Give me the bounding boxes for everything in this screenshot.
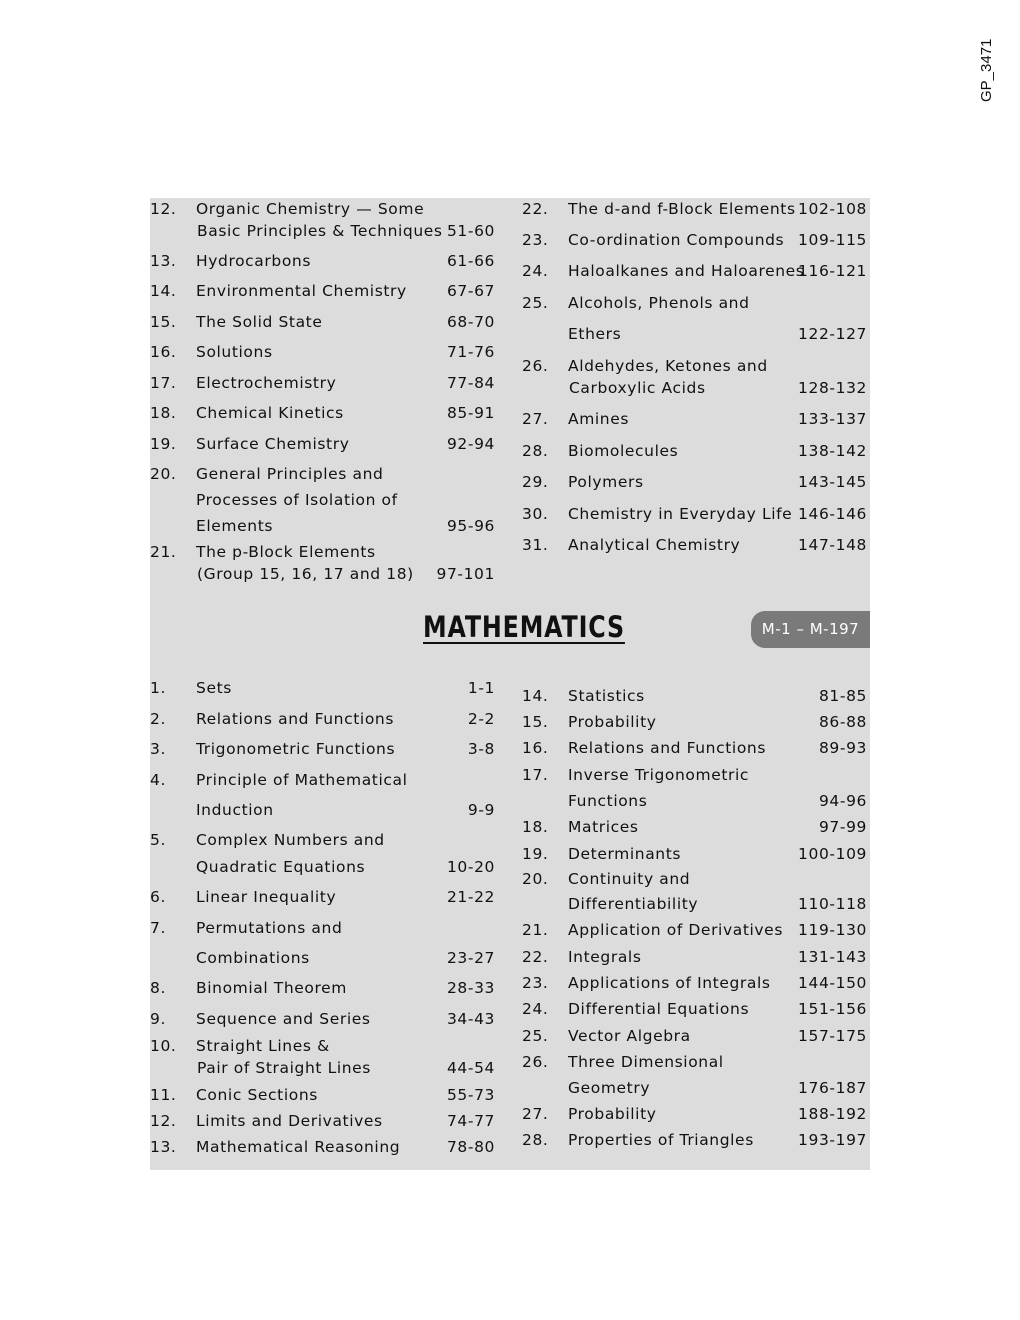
entry-number: 26. [522,1053,549,1071]
entry-page-range: 71-76 [446,343,495,361]
entry-title-line: The p-Block Elements [196,543,376,561]
entry-title-line: Organic Chemistry — Some [196,200,425,218]
entry-page-range: 44-54 [446,1059,495,1077]
entry-number: 13. [150,252,177,270]
chemistry-entry [150,311,495,333]
entry-number: 30. [522,505,549,523]
mathematics-entry [150,1008,495,1030]
entry-number: 22. [522,948,549,966]
chemistry-entry [150,280,495,302]
entry-title-line: Applications of Integrals [568,974,771,992]
entry-page-range: 89-93 [818,739,867,757]
entry-number: 8. [150,979,166,997]
entry-page-range: 23-27 [446,949,495,967]
entry-title-line: Permutations and [196,919,343,937]
entry-number: 17. [522,766,549,784]
entry-title-line: Quadratic Equations [196,858,366,876]
entry-number: 18. [150,404,177,422]
entry-number: 23. [522,231,549,249]
entry-title-line: Amines [568,410,630,428]
entry-title-line: Relations and Functions [196,710,394,728]
mathematics-entry [150,1136,495,1158]
mathematics-entry [150,738,495,760]
mathematics-entry [522,764,867,812]
entry-number: 16. [150,343,177,361]
entry-title-line: Inverse Trigonometric [568,766,750,784]
chemistry-entry [150,198,495,242]
entry-title-line: Combinations [196,949,310,967]
entry-number: 6. [150,888,166,906]
entry-page-range: 77-84 [446,374,495,392]
entry-title-line: Co-ordination Compounds [568,231,785,249]
entry-title-line: (Group 15, 16, 17 and 18) [197,565,414,583]
entry-page-range: 1-1 [467,679,495,697]
entry-number: 19. [150,435,177,453]
entry-number: 15. [150,313,177,331]
entry-page-range: 193-197 [798,1131,867,1149]
entry-number: 7. [150,919,166,937]
entry-title-line: Surface Chemistry [196,435,350,453]
entry-title-line: Hydrocarbons [196,252,311,270]
entry-page-range: 10-20 [446,858,495,876]
entry-title-line: Pair of Straight Lines [197,1059,371,1077]
chemistry-entry [150,463,495,537]
entry-page-range: 86-88 [818,713,867,731]
entry-title-line: Geometry [568,1079,651,1097]
entry-number: 24. [522,1000,549,1018]
entry-page-range: 131-143 [798,948,867,966]
entry-number: 23. [522,974,549,992]
entry-title-line: Integrals [568,948,642,966]
entry-number: 22. [522,200,549,218]
entry-title-line: Three Dimensional [568,1053,724,1071]
entry-title-line: Sets [196,679,232,697]
entry-page-range: 68-70 [446,313,495,331]
entry-number: 28. [522,442,549,460]
mathematics-entry [522,1129,867,1151]
entry-number: 15. [522,713,549,731]
entry-page-range: 85-91 [446,404,495,422]
entry-page-range: 34-43 [446,1010,495,1028]
entry-title-line: Basic Principles & Techniques [197,222,443,240]
entry-title-line: Chemistry in Everyday Life [568,505,793,523]
entry-page-range: 147-148 [798,536,867,554]
mathematics-entry [522,868,867,915]
mathematics-entry [150,977,495,999]
entry-number: 4. [150,771,166,789]
entry-title-line: Probability [568,1105,657,1123]
entry-page-range: 133-137 [798,410,867,428]
mathematics-entry [150,829,495,878]
chemistry-entry [522,260,867,282]
chemistry-entry [150,341,495,363]
entry-page-range: 151-156 [798,1000,867,1018]
entry-number: 24. [522,262,549,280]
entry-page-range: 51-60 [446,222,495,240]
entry-number: 20. [522,870,549,888]
entry-title-line: Complex Numbers and [196,831,385,849]
entry-title-line: Matrices [568,818,639,836]
entry-number: 21. [522,921,549,939]
entry-title-line: Electrochemistry [196,374,337,392]
entry-title-line: Carboxylic Acids [569,379,706,397]
entry-number: 25. [522,1027,549,1045]
entry-number: 27. [522,410,549,428]
document-code-text: GP_3471 [978,38,995,102]
entry-page-range: 78-80 [446,1138,495,1156]
mathematics-entry [522,1025,867,1047]
mathematics-entry [522,972,867,994]
entry-title-line: The d-and f-Block Elements [568,200,796,218]
entry-title-line: Elements [196,517,274,535]
entry-number: 2. [150,710,166,728]
chemistry-entry [150,402,495,424]
entry-title-line: Polymers [568,473,644,491]
entry-page-range: 97-99 [818,818,867,836]
entry-number: 27. [522,1105,549,1123]
entry-title-line: Probability [568,713,657,731]
entry-page-range: 97-101 [436,565,495,583]
entry-title-line: Continuity and [568,870,691,888]
entry-title-line: The Solid State [196,313,323,331]
entry-page-range: 21-22 [446,888,495,906]
entry-number: 16. [522,739,549,757]
mathematics-entry [522,843,867,865]
mathematics-entry [522,1103,867,1125]
entry-title-line: Aldehydes, Ketones and [568,357,768,375]
mathematics-entry [150,677,495,699]
mathematics-entry [150,1035,495,1079]
chemistry-entry [150,541,495,585]
entry-title-line: Application of Derivatives [568,921,783,939]
entry-page-range: 138-142 [798,442,867,460]
entry-page-range: 81-85 [818,687,867,705]
entry-number: 11. [150,1086,177,1104]
chemistry-entry [522,229,867,251]
entry-page-range: 176-187 [798,1079,867,1097]
entry-title-line: Differential Equations [568,1000,750,1018]
entry-number: 17. [150,374,177,392]
entry-title-line: Trigonometric Functions [196,740,396,758]
entry-page-range: 188-192 [798,1105,867,1123]
contents-panel [150,198,870,1170]
mathematics-entry [150,886,495,908]
entry-title-line: Chemical Kinetics [196,404,344,422]
entry-number: 20. [150,465,177,483]
entry-title-line: Solutions [196,343,273,361]
mathematics-page-range-badge: M-1 – M-197 [751,611,870,648]
mathematics-entry [150,708,495,730]
entry-page-range: 2-2 [467,710,495,728]
entry-number: 28. [522,1131,549,1149]
entry-page-range: 55-73 [446,1086,495,1104]
entry-title-line: Conic Sections [196,1086,318,1104]
entry-title-line: Analytical Chemistry [568,536,741,554]
section-heading-mathematics: MATHEMATICS [423,610,625,644]
document-code [968,22,1008,102]
mathematics-entry [150,917,495,969]
entry-page-range: 102-108 [798,200,867,218]
chemistry-entry [522,471,867,493]
entry-title-line: Principle of Mathematical [196,771,408,789]
entry-title-line: Linear Inequality [196,888,337,906]
mathematics-entry [522,1051,867,1099]
entry-page-range: 94-96 [818,792,867,810]
chemistry-entry [150,250,495,272]
entry-title-line: Functions [568,792,648,810]
chemistry-entry [150,372,495,394]
entry-page-range: 67-67 [446,282,495,300]
entry-page-range: 122-127 [798,325,867,343]
entry-number: 9. [150,1010,166,1028]
entry-page-range: 9-9 [467,801,495,819]
entry-number: 3. [150,740,166,758]
entry-page-range: 143-145 [798,473,867,491]
entry-title-line: Differentiability [568,895,699,913]
mathematics-entry [522,998,867,1020]
entry-page-range: 74-77 [446,1112,495,1130]
mathematics-entry [150,1084,495,1106]
entry-number: 13. [150,1138,177,1156]
mathematics-entry [522,919,867,941]
entry-number: 26. [522,357,549,375]
entry-title-line: Vector Algebra [568,1027,691,1045]
chemistry-entry [522,534,867,556]
entry-title-line: Processes of Isolation of [196,491,398,509]
entry-title-line: Determinants [568,845,682,863]
entry-number: 29. [522,473,549,491]
entry-page-range: 110-118 [798,895,867,913]
entry-title-line: Haloalkanes and Haloarenes [568,262,805,280]
chemistry-entry [522,198,867,220]
entry-page-range: 109-115 [798,231,867,249]
entry-number: 14. [150,282,177,300]
entry-number: 10. [150,1037,177,1055]
entry-number: 21. [150,543,177,561]
entry-page-range: 119-130 [798,921,867,939]
entry-page-range: 144-150 [798,974,867,992]
entry-number: 19. [522,845,549,863]
entry-page-range: 146-146 [798,505,867,523]
entry-page-range: 157-175 [798,1027,867,1045]
entry-page-range: 116-121 [798,262,867,280]
entry-title-line: Alcohols, Phenols and [568,294,750,312]
entry-page-range: 92-94 [446,435,495,453]
chemistry-entry [522,408,867,430]
entry-title-line: Straight Lines & [196,1037,330,1055]
entry-page-range: 95-96 [446,517,495,535]
mathematics-entry [522,816,867,838]
entry-title-line: Environmental Chemistry [196,282,407,300]
mathematics-entry [150,1110,495,1132]
entry-number: 31. [522,536,549,554]
entry-page-range: 61-66 [446,252,495,270]
entry-number: 1. [150,679,166,697]
entry-number: 14. [522,687,549,705]
entry-page-range: 100-109 [798,845,867,863]
mathematics-entry [522,946,867,968]
entry-title-line: Relations and Functions [568,739,766,757]
mathematics-entry [522,685,867,707]
chemistry-entry [150,433,495,455]
entry-number: 25. [522,294,549,312]
chemistry-entry [522,355,867,399]
entry-title-line: Binomial Theorem [196,979,347,997]
entry-number: 12. [150,200,177,218]
entry-page-range: 128-132 [798,379,867,397]
mathematics-entry [150,769,495,821]
entry-title-line: Induction [196,801,274,819]
entry-number: 5. [150,831,166,849]
entry-page-range: 28-33 [446,979,495,997]
entry-number: 12. [150,1112,177,1130]
entry-title-line: Properties of Triangles [568,1131,754,1149]
mathematics-entry [522,737,867,759]
entry-title-line: Limits and Derivatives [196,1112,383,1130]
chemistry-entry [522,440,867,462]
entry-title-line: General Principles and [196,465,384,483]
mathematics-entry [522,711,867,733]
entry-number: 18. [522,818,549,836]
entry-title-line: Mathematical Reasoning [196,1138,401,1156]
entry-page-range: 3-8 [467,740,495,758]
entry-title-line: Sequence and Series [196,1010,371,1028]
entry-title-line: Ethers [568,325,622,343]
chemistry-entry [522,292,867,345]
entry-title-line: Biomolecules [568,442,679,460]
entry-title-line: Statistics [568,687,645,705]
chemistry-entry [522,503,867,525]
